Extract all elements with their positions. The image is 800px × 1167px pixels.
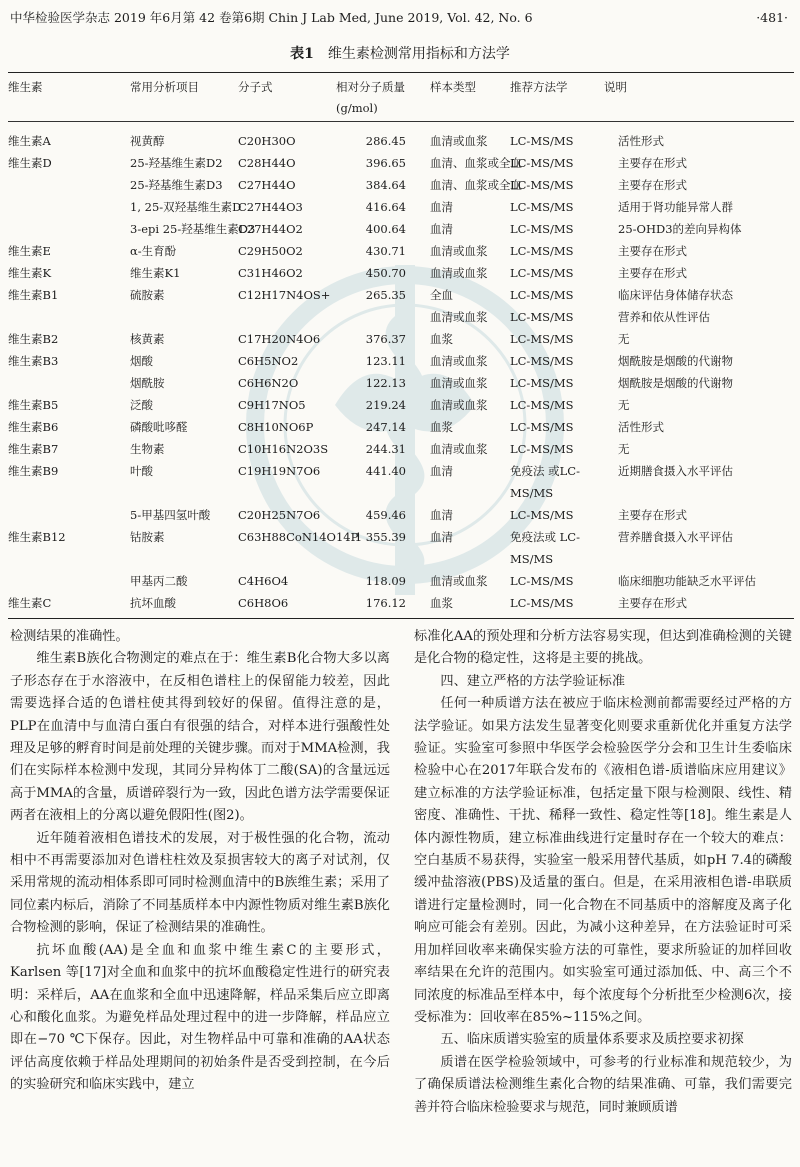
table-cell: 血清或血浆	[430, 266, 488, 280]
table-cell: LC-MS/MS	[510, 156, 574, 170]
table-cell: LC-MS/MS	[510, 310, 574, 324]
table-cell: C27H44O	[238, 178, 296, 192]
page-number: ·481·	[756, 10, 788, 25]
table-cell: 主要存在形式	[618, 266, 687, 280]
table-row	[8, 416, 794, 438]
table-cell: 叶酸	[130, 464, 153, 478]
header-cell: 分子式	[238, 73, 336, 122]
table-cell: C28H44O	[238, 156, 296, 170]
table-cell: LC-MS/MS	[510, 266, 574, 280]
table-cell: 维生素B6	[8, 420, 59, 434]
vitamin-methods-table	[8, 72, 794, 619]
table-cell: 维生素E	[8, 244, 51, 258]
table-cell: 临床评估身体储存状态	[618, 288, 733, 302]
table-cell: C10H16N2O3S	[238, 442, 329, 456]
table-cell: 视黄醇	[130, 134, 165, 148]
table-cell: 烟酰胺	[130, 376, 165, 390]
table-cell: 219.24	[365, 398, 406, 412]
table-cell: 主要存在形式	[604, 592, 794, 619]
table-row	[8, 592, 794, 619]
table-cell: 5-甲基四氢叶酸	[130, 508, 211, 522]
table-cell: 血浆	[430, 420, 453, 434]
table-cell: 3-epi 25-羟基维生素D3	[130, 222, 256, 236]
table-row	[8, 122, 794, 153]
table-cell: 血清、血浆或全血	[430, 156, 522, 170]
table-cell: 主要存在形式	[618, 508, 687, 522]
table-cell: 抗坏血酸	[112, 592, 238, 619]
table-cell	[112, 306, 238, 328]
table-cell: 376.37	[365, 332, 406, 346]
table-title: 维生素检测常用指标和方法学	[327, 46, 510, 62]
table-cell: 血清、血浆或全血	[430, 178, 522, 192]
table-cell: 血清或血浆	[430, 134, 488, 148]
table-cell: LC-MS/MS	[510, 244, 574, 258]
table-cell: C6H8O6	[238, 592, 336, 619]
table-cell: 泛酸	[130, 398, 153, 412]
table-cell: 396.65	[365, 156, 406, 170]
table-cell: 400.64	[365, 222, 406, 236]
table-cell: C20H30O	[238, 134, 296, 148]
table-cell: 维生素B7	[8, 442, 59, 456]
table-cell: 441.40	[365, 464, 406, 478]
paragraph: 质谱在医学检验领域中，可参考的行业标准和规范较少，为了确保质谱法检测维生素化合物的结果准确、可靠，我们需要完善并符合临床检验要求与规范，同时兼顾质谱	[414, 1054, 792, 1115]
paragraph: 抗坏血酸(AA)是全血和血浆中维生素C的主要形式，Karlsen 等[17]对全血和血浆中的抗坏血酸稳定性进行的研究表明：采样后，AA在血浆和全血中迅速降解，样品采集后应立即离心和酸化血浆。为避免样品处理过程中的进一步降解，样品应立即在−70 ℃下保存。因此，对生物样品中可靠和准确的AA状态评估高度依赖于样品处理期间的初始条件是否受到控制，在今后的实验研究和临床实践中，建立	[10, 942, 390, 1093]
table-row	[8, 152, 794, 174]
table-cell: 286.45	[365, 134, 406, 148]
table-row	[8, 174, 794, 196]
header-cell: 常用分析项目	[112, 73, 238, 122]
table-cell	[336, 306, 414, 328]
paragraph: 标准化AA的预处理和分析方法容易实现，但达到准确检测的关键是化合物的稳定性，这将是主要的挑战。	[414, 629, 792, 667]
table-cell: 维生素C	[8, 592, 112, 619]
table-cell: 适用于肾功能异常人群	[618, 200, 733, 214]
paragraph: 近年随着液相色谱技术的发展，对于极性强的化合物，流动相中不再需要添加对色谱柱柱效及泵损害较大的离子对试剂，仅采用常规的流动相体系即可同时检测血清中的B族维生素；采用了同位素内标后，消除了不同基质样本中内源性物质对维生素B族化合物检测的影响，保证了检测结果的准确性。	[10, 830, 390, 936]
table-cell: 钴胺素	[130, 530, 165, 544]
table-cell: LC-MS/MS	[510, 376, 574, 390]
header-cell: 相对分子质量(g/mol)	[336, 73, 414, 122]
table-cell: LC-MS/MS	[510, 420, 574, 434]
table-cell: 244.31	[365, 442, 406, 456]
table-cell: C4H6O4	[238, 574, 289, 588]
running-header	[10, 8, 788, 28]
table-row	[8, 504, 794, 526]
table-cell	[8, 196, 112, 218]
table-cell: 主要存在形式	[618, 244, 687, 258]
table-cell: 血浆	[414, 592, 510, 619]
table-cell: 营养和依从性评估	[618, 310, 710, 324]
header-cell: 样本类型	[414, 73, 510, 122]
table-cell: 25-羟基维生素D3	[130, 178, 223, 192]
table-cell: 烟酰胺是烟酸的代谢物	[618, 376, 733, 390]
table-cell: 血清	[430, 464, 453, 478]
table-cell: 无	[618, 332, 630, 346]
table-cell: 265.35	[365, 288, 406, 302]
header-cell: 维生素	[8, 73, 112, 122]
table-cell: α-生育酚	[130, 244, 177, 258]
paragraph: 维生素B族化合物测定的难点在于：维生素B化合物大多以离子形态存在于水溶液中，在反相色谱柱上的保留能力较差，因此需要选择合适的色谱柱使其得到较好的保留。值得注意的是，PLP在血清中与血清白蛋白有很强的结合，对样本进行强酸性处理及足够的孵育时间是前处理的关键步骤。而对于MMA检测，我们在实际样本检测中发现，其同分异构体丁二酸(SA)的含量远远高于MMA的含量，质谱碎裂行为一致，因此色谱方法学需要保证两者在液相上的分离以避免假阳性(图2)。	[10, 651, 390, 824]
table-cell	[8, 218, 112, 240]
table-cell: 免疫法 或LC-MS/MS	[510, 464, 580, 500]
table-cell: C63H88CoN14O14P	[238, 530, 359, 544]
paragraph: 任何一种质谱方法在被应于临床检测前都需要经过严格的方法学验证。如果方法发生显著变化则要求重新优化并重复方法学验证。实验室可参照中华医学会检验医学分会和卫生计生委临床检验中心在2017年联合发布的《液相色谱-质谱临床应用建议》建立标准的方法学验证标准，包括定量下限与检测限、线性、精密度、准确性、干扰、稀释一致性、稳定性等[18]。维生素是人体内源性物质，建立标准曲线进行定量时存在一个较大的难点：空白基质不易获得，实验室一般采用替代基质，如pH 7.4的磷酸缓冲盐溶液(PBS)及适量的蛋白。但是，在采用液相色谱-串联质谱进行定量检测时，同一化合物在不同基质中的溶解度及离子化响应可能会有差别。因此，为减小这种差异，在方法验证时可采用加样回收率来确保实验方法的可靠性，要求所验证的加样回收率结果在允许的范围内。如实验室可通过添加低、中、高三个不同浓度的标准品至样本中，每个浓度每个分析批至少检测6次，接受标准为：回收率在85%~115%之间。	[414, 696, 792, 1025]
table-cell: LC-MS/MS	[510, 442, 574, 456]
table-header-row	[8, 73, 794, 122]
table-row	[8, 438, 794, 460]
table-cell	[8, 372, 112, 394]
table-cell	[8, 306, 112, 328]
table-number: 表1	[290, 46, 314, 62]
table-cell: 血清或血浆	[430, 376, 488, 390]
table-cell: 维生素D	[8, 156, 52, 170]
table-cell: 118.09	[365, 574, 406, 588]
table-cell: 维生素A	[8, 134, 51, 148]
table-row	[8, 526, 794, 570]
table-cell: C27H44O3	[238, 200, 303, 214]
table-cell: 临床细胞功能缺乏水平评估	[618, 574, 756, 588]
table-cell: 烟酸	[130, 354, 153, 368]
table-cell: LC-MS/MS	[510, 574, 574, 588]
table-cell: 血浆	[430, 332, 453, 346]
table-cell: 生物素	[130, 442, 165, 456]
table-cell: 1 355.39	[354, 530, 406, 544]
table-cell: C29H50O2	[238, 244, 303, 258]
table-cell: 血清或血浆	[430, 310, 488, 324]
table-row	[8, 284, 794, 306]
table-cell: 磷酸吡哆醛	[130, 420, 188, 434]
table-cell: LC-MS/MS	[510, 134, 574, 148]
table-cell: LC-MS/MS	[510, 354, 574, 368]
table-cell: 主要存在形式	[618, 178, 687, 192]
table-cell	[238, 306, 336, 328]
table-cell: 核黄素	[130, 332, 165, 346]
table-cell: 1, 25-双羟基维生素D	[130, 200, 242, 214]
table-cell: 123.11	[365, 354, 406, 368]
table-cell: LC-MS/MS	[510, 332, 574, 346]
header-cell: 推荐方法学	[510, 73, 604, 122]
table-cell: 维生素B1	[8, 288, 59, 302]
table-cell: 全血	[430, 288, 453, 302]
body-column-left	[10, 626, 390, 1167]
table-cell: 384.64	[365, 178, 406, 192]
table-cell: 活性形式	[618, 134, 664, 148]
table-row	[8, 240, 794, 262]
table-row	[8, 570, 794, 592]
table-cell: 维生素K1	[130, 266, 181, 280]
table-cell: C20H25N7O6	[238, 508, 321, 522]
table-cell: 450.70	[365, 266, 406, 280]
table-cell	[8, 504, 112, 526]
table-cell: 25-OHD3的差向异构体	[618, 222, 742, 236]
table-cell: 维生素B12	[8, 530, 66, 544]
table-cell: 维生素B5	[8, 398, 59, 412]
table-cell: C8H10NO6P	[238, 420, 314, 434]
table-cell: 430.71	[365, 244, 406, 258]
table-cell: 免疫法或 LC-MS/MS	[510, 530, 580, 566]
table-cell: 主要存在形式	[618, 156, 687, 170]
table-row	[8, 262, 794, 284]
table-row	[8, 460, 794, 504]
table-cell: 无	[618, 442, 630, 456]
table-cell: 维生素B2	[8, 332, 59, 346]
table-cell: 416.64	[365, 200, 406, 214]
table-cell: LC-MS/MS	[510, 398, 574, 412]
table-cell: C17H20N4O6	[238, 332, 321, 346]
table-cell: 维生素K	[8, 266, 52, 280]
table-cell: 血清或血浆	[430, 244, 488, 258]
table-row	[8, 350, 794, 372]
table-cell: LC-MS/MS	[510, 200, 574, 214]
table-cell: C27H44O2	[238, 222, 303, 236]
table-cell: LC-MS/MS	[510, 508, 574, 522]
table-row	[8, 372, 794, 394]
body-column-right	[414, 626, 792, 1167]
header-cell: 说明	[604, 73, 794, 122]
table-cell: 247.14	[365, 420, 406, 434]
section-heading: 四、建立严格的方法学验证标准	[440, 673, 626, 689]
table-cell: C12H17N4OS+	[238, 288, 331, 302]
table-row	[8, 218, 794, 240]
table-cell	[8, 570, 112, 592]
table-cell: 近期膳食摄入水平评估	[618, 464, 733, 478]
table-cell: 122.13	[365, 376, 406, 390]
table-cell: 血清或血浆	[430, 398, 488, 412]
table-caption	[0, 44, 800, 64]
table-cell: 25-羟基维生素D2	[130, 156, 223, 170]
table-cell: 活性形式	[618, 420, 664, 434]
table-cell: 烟酰胺是烟酸的代谢物	[618, 354, 733, 368]
table-cell: 176.12	[336, 592, 414, 619]
table-cell: C6H5NO2	[238, 354, 299, 368]
table-row	[8, 196, 794, 218]
table-cell: C19H19N7O6	[238, 464, 321, 478]
journal-citation: 中华检验医学杂志 2019 年6月第 42 卷第6期 Chin J Lab Med, June 2019, Vol. 42, No. 6	[10, 10, 533, 25]
table-cell: 硫胺素	[130, 288, 165, 302]
table-row	[8, 306, 794, 328]
table-cell: 血清	[430, 508, 453, 522]
table-cell: LC-MS/MS	[510, 178, 574, 192]
table-cell: C31H46O2	[238, 266, 303, 280]
table-row	[8, 394, 794, 416]
table-cell: 血清	[430, 530, 453, 544]
table-cell: LC-MS/MS	[510, 592, 604, 619]
table-cell: 维生素B3	[8, 354, 59, 368]
paragraph: 检测结果的准确性。	[10, 629, 129, 644]
table-cell: 459.46	[365, 508, 406, 522]
table-cell: LC-MS/MS	[510, 288, 574, 302]
table-cell: 甲基丙二酸	[130, 574, 188, 588]
table-cell: 血清或血浆	[430, 574, 488, 588]
table-cell: 营养膳食摄入水平评估	[618, 530, 733, 544]
table-cell: 血清或血浆	[430, 354, 488, 368]
table-cell: C6H6N2O	[238, 376, 299, 390]
table-cell: 血清或血浆	[430, 442, 488, 456]
table-cell: 维生素B9	[8, 464, 59, 478]
section-heading: 五、临床质谱实验室的质量体系要求及质控要求初探	[440, 1032, 744, 1048]
table-cell: 无	[618, 398, 630, 412]
table-cell: 血清	[430, 200, 453, 214]
table-cell: LC-MS/MS	[510, 222, 574, 236]
table-cell: 血清	[430, 222, 453, 236]
table-cell	[8, 174, 112, 196]
table-cell: C9H17NO5	[238, 398, 306, 412]
table-row	[8, 328, 794, 350]
